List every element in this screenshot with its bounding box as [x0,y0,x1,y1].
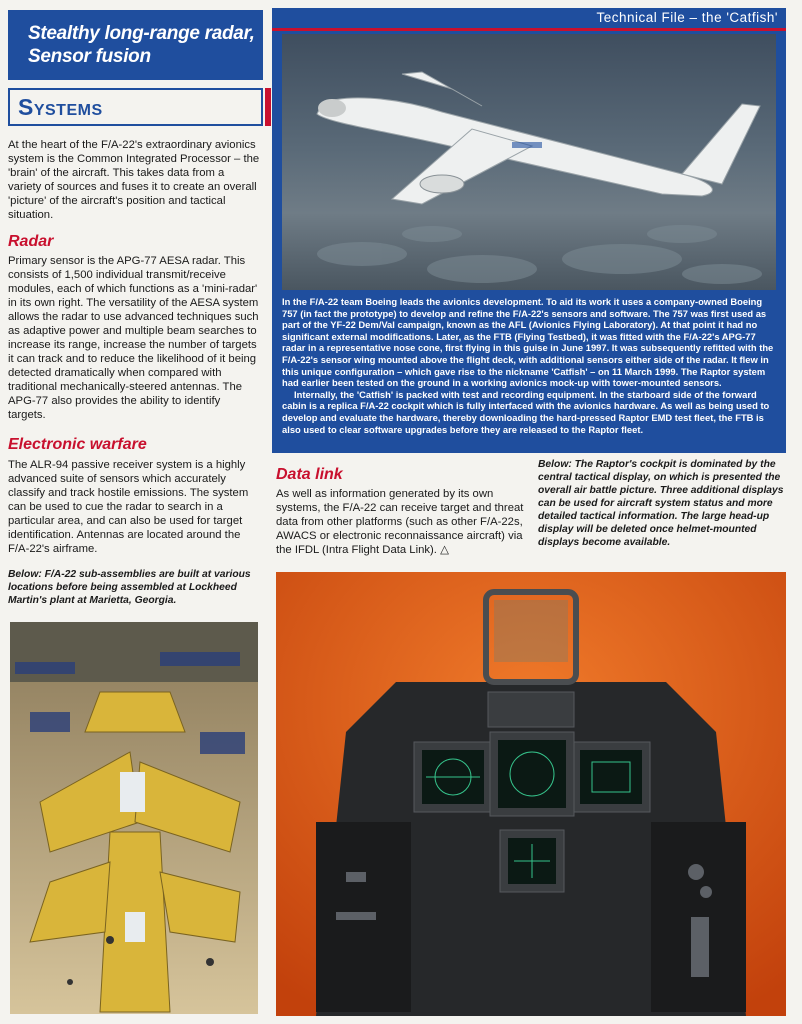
end-mark-icon: △ [440,544,449,556]
ew-heading: Electronic warfare [8,436,147,453]
assembly-plant-photo [10,622,258,1014]
catfish-aircraft-photo [282,34,776,290]
technical-file-rule [272,28,786,31]
cockpit-caption: Below: The Raptor's cockpit is dominated by the central tactical display, on which is presented the overall air battle picture. Three additional displays can be used for aircraft system status and more detailed tactical information. The large head-up display will be deleted once helmet-mounted displays become available. [538,459,784,548]
catfish-aircraft-illustration [282,34,776,290]
datalink-paragraph [276,487,526,557]
headline-line-1: Stealthy long-range radar, [28,23,255,44]
radar-paragraph: Primary sensor is the APG-77 AESA radar. This consists of 1,500 individual transmit/receive modules, each of which functions as a 'mini-radar' in its own right. The versatility of the AESA system allows the radar to use advanced techniques such as adaptive power and multiple beam searches to increase its range, increase the number of targets it can track and to reduce the likelihood of it being detected dramatically when compared with traditional mechanically-steered antennas. The APG-77 also provides the ability to identify targets. [8,255,259,421]
radar-heading: Radar [8,233,54,250]
datalink-heading: Data link [276,466,343,483]
headline-banner [8,10,263,80]
ew-paragraph: The ALR-94 passive receiver system is a highly advanced suite of sensors which accurately classify and track hostile emissions. The system can be used to cue the radar to search in a particular area, and can also be used for target identification. Antennas are located around the F/A-22's airframe. [8,459,249,555]
section-title-box [8,88,263,126]
cockpit-illustration [276,572,786,1016]
datalink-text: As well as information generated by its own systems, the F/A-22 can receive target and threat data from other platforms (such as other F/A-22s, AWACS or electronic reconnaissance aircraft) via the IFDL (Intra Flight Data Link). [276,488,524,556]
headline-line-2: Sensor fusion [28,46,151,67]
technical-file-panel [272,8,786,453]
technical-file-caption [282,296,778,435]
section-title: Systems [18,93,103,120]
cockpit-photo [276,572,786,1016]
assembly-caption: Below: F/A-22 sub-assemblies are built at various locations before being assembled at Lockheed Martin's plant at Marietta, Georgia. [8,569,251,606]
technical-file-caption-p1: In the F/A-22 team Boeing leads the avionics development. To aid its work it uses a company-owned Boeing 757 (in fact the prototype) to develop and refine the F/A-22's sensors and software. The 757 was first used as part of the YF-22 Dem/Val campaign, known as the AFL (Avionics Flying Laboratory). At that point it had no significant external modifications. Later, as the FTB (Flying Testbed), it was fitted with the F/A-22's APG-77 radar in a representative nose cone, first flying in this guise in June 1997. It was subsequently refitted with the F/A-22's sensor wing mounted above the flight deck, with additional sensors either side of the radar. It flew in this unique configuration – which gave rise to the nickname 'Catfish' – on 11 March 1999. The Raptor system had earlier been tested on the ground in a working avionics mock-up with tower-mounted sensors. [282,296,774,389]
headline [8,22,255,68]
section-accent-bar [265,88,271,126]
technical-file-title: Technical File – the 'Catfish' [596,10,778,25]
assembly-plant-illustration [10,622,258,1014]
technical-file-caption-p2: Internally, the 'Catfish' is packed with test and recording equipment. In the starboard side of the forward cabin is a replica F/A-22 cockpit which is fully interfaced with the avionics hardware. As well as being used to develop and evaluate the hardware, thereby downloading the hard-pressed Raptor EMD test fleet, the FTB is also used to clear software upgrades before they are released to the Raptor fleet. [282,388,770,435]
intro-paragraph: At the heart of the F/A-22's extraordinary avionics system is the Common Integrated Processor – the 'brain' of the aircraft. This takes data from a variety of sources and fuses it to create an overall 'picture' of the aircraft's position and tactical situation. [8,139,260,221]
